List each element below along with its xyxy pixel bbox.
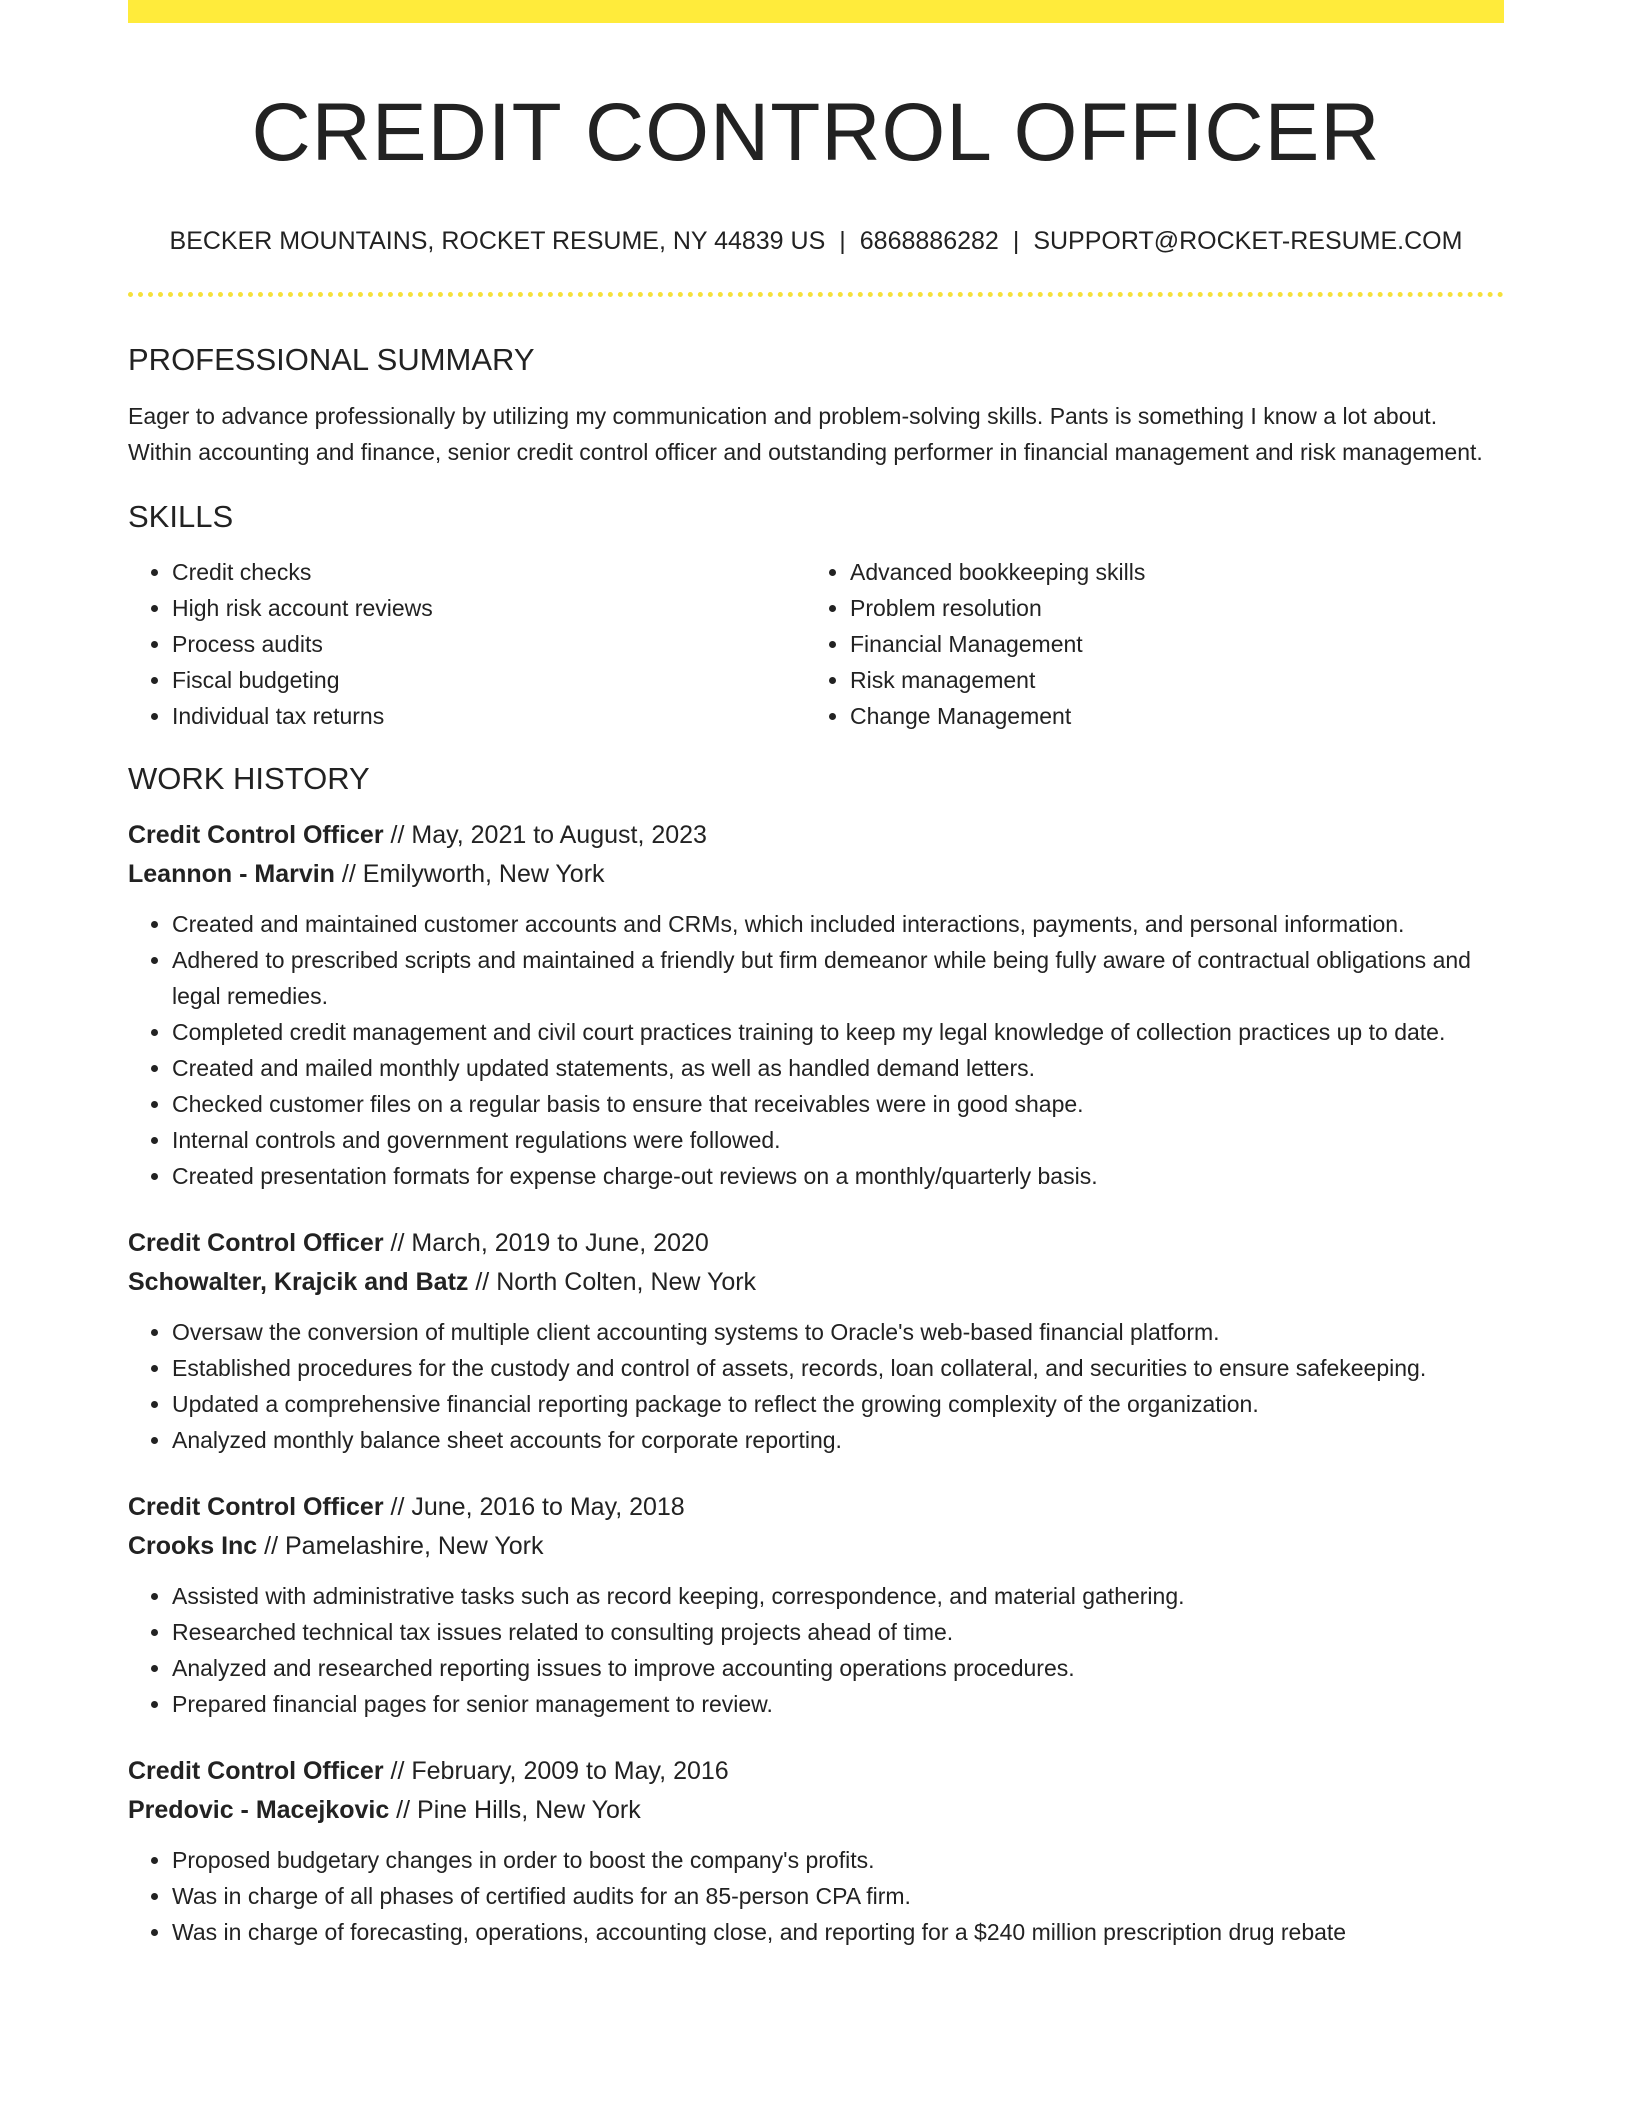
- job-separator: //: [468, 1267, 497, 1296]
- job-bullets: [128, 1578, 1504, 1722]
- email-link[interactable]: SUPPORT@ROCKET-RESUME.COM: [1033, 227, 1463, 256]
- job-location: Pamelashire, New York: [285, 1531, 544, 1560]
- job-bullet: • Created presentation formats for expense charge-out reviews on a monthly/quarterly basis.: [172, 1158, 1504, 1194]
- job-entry: [128, 1224, 1504, 1458]
- job-bullet: • Adhered to prescribed scripts and maintained a friendly but firm demeanor while being fully aware of contractual obligations and legal remedies.: [172, 942, 1504, 1014]
- phone-text: 6868886282: [859, 227, 999, 256]
- skills-grid: [128, 554, 1504, 734]
- job-role: Credit Control Officer: [128, 1756, 384, 1785]
- job-company: Schowalter, Krajcik and Batz: [128, 1267, 469, 1296]
- job-separator: //: [334, 859, 363, 888]
- job-company: Crooks Inc: [128, 1531, 258, 1560]
- job-bullet: • Analyzed monthly balance sheet accounts for corporate reporting.: [172, 1422, 1504, 1458]
- summary-text: Eager to advance professionally by utilizing my communication and problem-solving skills. Pants is something I know a lot about. Within accounting and finance, senior credit control officer and outstanding performer in financial management and risk management.: [128, 403, 1483, 466]
- job-bullet: • Was in charge of all phases of certified audits for an 85-person CPA firm.: [172, 1878, 1504, 1914]
- job-role-line: [128, 1224, 1504, 1263]
- skill-item: • Fiscal budgeting: [172, 662, 806, 698]
- job-bullet: • Internal controls and government regulations were followed.: [172, 1122, 1504, 1158]
- dotted-divider: [128, 292, 1504, 297]
- job-role-line: [128, 1488, 1504, 1527]
- skill-item: • Problem resolution: [850, 590, 1484, 626]
- job-bullet: • Completed credit management and civil court practices training to keep my legal knowledge of collection practices up to date.: [172, 1014, 1504, 1050]
- skill-item: • Change Management: [850, 698, 1484, 734]
- job-separator: //: [389, 1795, 418, 1824]
- address-text: BECKER MOUNTAINS, ROCKET RESUME, NY 44839 US: [169, 227, 826, 256]
- contact-separator: |: [839, 227, 846, 256]
- contact-separator: |: [1012, 227, 1020, 256]
- job-role: Credit Control Officer: [128, 820, 384, 849]
- skill-item: • Risk management: [850, 662, 1484, 698]
- job-dates: June, 2016 to May, 2018: [411, 1492, 685, 1521]
- job-role-line: [128, 816, 1504, 855]
- job-company-line: [128, 1263, 1504, 1302]
- job-bullet: • Created and mailed monthly updated statements, as well as handled demand letters.: [172, 1050, 1504, 1086]
- job-entry: [128, 816, 1504, 1194]
- job-separator: //: [383, 820, 412, 849]
- job-dates: May, 2021 to August, 2023: [411, 820, 707, 849]
- skill-item: • High risk account reviews: [172, 590, 806, 626]
- resume-page: [128, 0, 1504, 1950]
- job-bullet: • Updated a comprehensive financial reporting package to reflect the growing complexity of the organization.: [172, 1386, 1504, 1422]
- job-company: Leannon - Marvin: [128, 859, 335, 888]
- job-dates: March, 2019 to June, 2020: [411, 1228, 709, 1257]
- job-role: Credit Control Officer: [128, 1492, 384, 1521]
- job-bullet: • Created and maintained customer accounts and CRMs, which included interactions, payments, and personal information.: [172, 906, 1504, 942]
- contact-line: [128, 226, 1504, 256]
- job-bullet: • Researched technical tax issues related to consulting projects ahead of time.: [172, 1614, 1504, 1650]
- job-entry: [128, 1488, 1504, 1722]
- job-location: Pine Hills, New York: [417, 1795, 641, 1824]
- job-role-line: [128, 1752, 1504, 1791]
- job-bullets: [128, 1314, 1504, 1458]
- job-company-line: [128, 855, 1504, 894]
- job-location: Emilyworth, New York: [362, 859, 605, 888]
- skills-list-right: [806, 554, 1484, 734]
- summary-heading: PROFESSIONAL SUMMARY: [128, 342, 535, 378]
- job-location: North Colten, New York: [496, 1267, 757, 1296]
- accent-bar: [128, 0, 1504, 23]
- job-company: Predovic - Macejkovic: [128, 1795, 390, 1824]
- skill-item: • Process audits: [172, 626, 806, 662]
- skill-item: • Credit checks: [172, 554, 806, 590]
- job-bullet: • Proposed budgetary changes in order to boost the company's profits.: [172, 1842, 1504, 1878]
- job-bullets: [128, 1842, 1504, 1950]
- job-separator: //: [383, 1492, 412, 1521]
- skill-item: • Financial Management: [850, 626, 1484, 662]
- job-bullet: • Analyzed and researched reporting issues to improve accounting operations procedures.: [172, 1650, 1504, 1686]
- job-entry: [128, 1752, 1504, 1950]
- job-bullet: • Assisted with administrative tasks such as record keeping, correspondence, and material gathering.: [172, 1578, 1504, 1614]
- skill-item: • Advanced bookkeeping skills: [850, 554, 1484, 590]
- job-bullet: • Checked customer files on a regular basis to ensure that receivables were in good shape.: [172, 1086, 1504, 1122]
- job-role: Credit Control Officer: [128, 1228, 384, 1257]
- job-bullets: [128, 906, 1504, 1194]
- job-dates: February, 2009 to May, 2016: [411, 1756, 729, 1785]
- skills-list-left: [128, 554, 806, 734]
- job-bullet: • Prepared financial pages for senior management to review.: [172, 1686, 1504, 1722]
- job-separator: //: [383, 1756, 412, 1785]
- job-company-line: [128, 1791, 1504, 1830]
- work-history-heading: WORK HISTORY: [128, 760, 370, 796]
- job-bullet: • Oversaw the conversion of multiple client accounting systems to Oracle's web-based financial platform.: [172, 1314, 1504, 1350]
- job-separator: //: [257, 1531, 285, 1560]
- job-bullet: • Established procedures for the custody and control of assets, records, loan collateral, and securities to ensure safekeeping.: [172, 1350, 1504, 1386]
- job-company-line: [128, 1527, 1504, 1566]
- resume-title: CREDIT CONTROL OFFICER: [251, 87, 1381, 178]
- job-separator: //: [383, 1228, 412, 1257]
- skill-item: • Individual tax returns: [172, 698, 806, 734]
- job-bullet: • Was in charge of forecasting, operations, accounting close, and reporting for a $240 million prescription drug rebate: [172, 1914, 1504, 1950]
- skills-heading: SKILLS: [128, 499, 234, 535]
